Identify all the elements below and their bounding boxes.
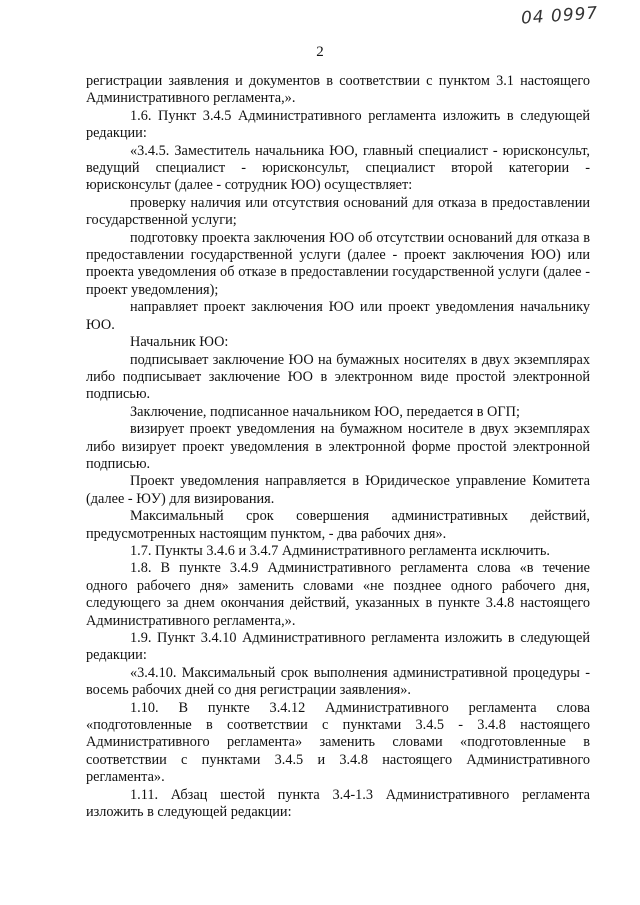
paragraph: подписывает заключение ЮО на бумажных носителях в двух экземплярах либо подписывает заключение ЮО в электронном виде простой электронной подписью. — [86, 351, 590, 403]
paragraph: «3.4.10. Максимальный срок выполнения административной процедуры - восемь рабочих дней со дня регистрации заявления». — [86, 664, 590, 699]
paragraph: Проект уведомления направляется в Юридическое управление Комитета (далее - ЮУ) для визирования. — [86, 473, 590, 507]
paragraph: подготовку проекта заключения ЮО об отсутствии оснований для отказа в предоставлении государственной услуги (далее - проект заключения ЮО) или проекта уведомления об отказе в предоставлении государственной услуги (далее - проект уведомления); — [86, 229, 590, 298]
paragraph: «3.4.5. Заместитель начальника ЮО, главный специалист - юрисконсульт, ведущий специалист - юрисконсульт, специалист второй категории - юрисконсульт (далее - сотрудник ЮО) осуществляет: — [86, 142, 590, 194]
paragraph: Заключение, подписанное начальником ЮО, передается в ОГП; — [130, 403, 520, 420]
paragraph: направляет проект заключения ЮО или проект уведомления начальнику ЮО. — [86, 299, 590, 333]
paragraph: Максимальный срок совершения административных действий, предусмотренных настоящим пунктом, - два рабочих дня». — [86, 508, 590, 542]
paragraph: 1.11. Абзац шестой пункта 3.4-1.3 Административного регламента изложить в следующей редакции: — [86, 786, 590, 821]
paragraph: 1.10. В пункте 3.4.12 Административного регламента слова «подготовленные в соответствии с пунктами 3.4.5 - 3.4.8 настоящего Административного регламента» заменить словами «подготовленные в соответствии с пунктами 3.4.5 и 3.4.8 настоящего Административного регламента». — [86, 699, 590, 786]
paragraph: Начальник ЮО: — [130, 334, 229, 351]
handwritten-annotation: 04 0997 — [520, 3, 599, 29]
page-number: 2 — [316, 44, 324, 60]
paragraph: 1.7. Пункты 3.4.6 и 3.4.7 Административного регламента исключить. — [130, 542, 550, 559]
paragraph: 1.9. Пункт 3.4.10 Административного регламента изложить в следующей редакции: — [86, 630, 590, 664]
paragraph: 1.6. Пункт 3.4.5 Административного регламента изложить в следующей редакции: — [86, 107, 590, 142]
paragraph: визирует проект уведомления на бумажном носителе в двух экземплярах либо визирует проект уведомления в электронной форме простой электронной подписью. — [86, 421, 590, 472]
paragraph: регистрации заявления и документов в соответствии с пунктом 3.1 настоящего Административного регламента,». — [86, 73, 590, 107]
paragraph: проверку наличия или отсутствия оснований для отказа в предоставлении государственной услуги; — [86, 194, 590, 229]
paragraph: 1.8. В пункте 3.4.9 Административного регламента слова «в течение одного рабочего дня» заменить словами «не позднее одного рабочего дня, следующего за днем окончания действий, указанных в пункте 3.4.8 настоящего Административного регламента,». — [86, 560, 590, 629]
document-body — [86, 73, 590, 821]
